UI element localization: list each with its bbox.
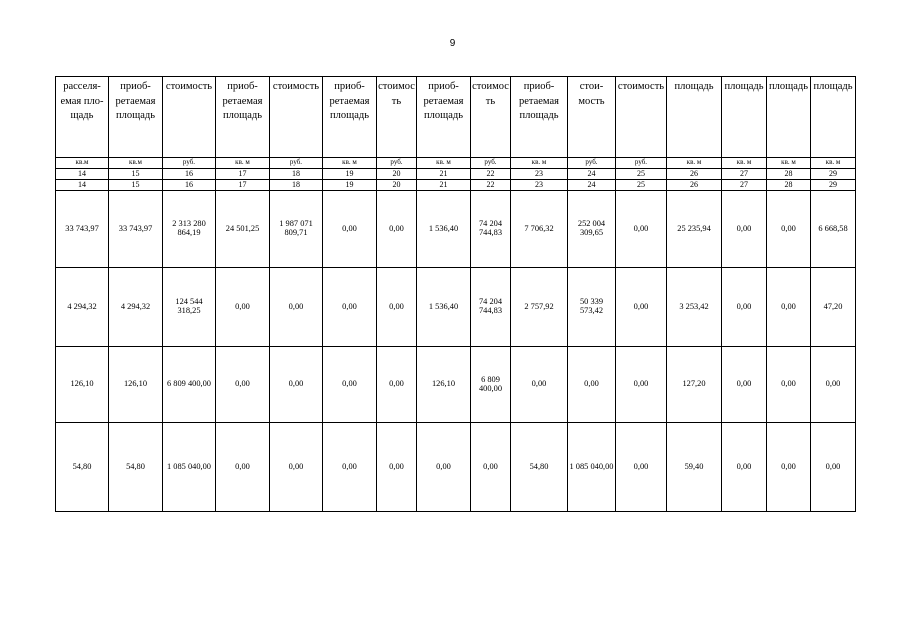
unit-cell: кв. м	[323, 157, 377, 168]
table-cell: 54,80	[109, 423, 163, 512]
column-number-cell: 29	[811, 168, 856, 179]
unit-cell: руб.	[270, 157, 323, 168]
table-cell: 1 987 071 809,71	[270, 190, 323, 268]
column-number-cell: 20	[377, 179, 417, 190]
table-cell: 126,10	[56, 346, 109, 423]
table-cell: 0,00	[270, 423, 323, 512]
table-cell: 1 085 040,00	[568, 423, 616, 512]
table-cell: 24 501,25	[216, 190, 270, 268]
table-cell: 0,00	[417, 423, 471, 512]
table-cell: 4 294,32	[109, 268, 163, 347]
data-table	[55, 76, 856, 512]
table-cell: 0,00	[616, 423, 667, 512]
column-number-cell: 14	[56, 168, 109, 179]
table-cell: 127,20	[667, 346, 722, 423]
column-number-cell: 23	[511, 179, 568, 190]
table-cell: 0,00	[270, 268, 323, 347]
header-cell: приобретаемая площадь	[511, 77, 568, 158]
column-number-cell: 18	[270, 168, 323, 179]
header-cell: стоимость	[568, 77, 616, 158]
table-cell: 0,00	[616, 268, 667, 347]
table-cell: 126,10	[109, 346, 163, 423]
column-number-cell: 22	[471, 168, 511, 179]
table-row	[56, 268, 856, 347]
table-cell: 0,00	[323, 190, 377, 268]
unit-cell: кв. м	[511, 157, 568, 168]
table-cell: 0,00	[377, 346, 417, 423]
table-cell: 50 339 573,42	[568, 268, 616, 347]
table-cell: 0,00	[767, 190, 811, 268]
column-number-cell: 19	[323, 179, 377, 190]
column-number-cell: 16	[163, 168, 216, 179]
table-cell: 54,80	[511, 423, 568, 512]
table-cell: 1 536,40	[417, 268, 471, 347]
table-cell: 0,00	[511, 346, 568, 423]
table-cell: 0,00	[767, 423, 811, 512]
header-row	[56, 77, 856, 158]
table-cell: 124 544 318,25	[163, 268, 216, 347]
header-cell: стоимос ть	[377, 77, 417, 158]
table-cell: 0,00	[323, 423, 377, 512]
table-cell: 0,00	[722, 268, 767, 347]
column-number-cell: 15	[109, 179, 163, 190]
table-cell: 0,00	[722, 346, 767, 423]
column-number-cell: 25	[616, 168, 667, 179]
header-cell: стоимость	[163, 77, 216, 158]
table-row	[56, 346, 856, 423]
table-cell: 1 536,40	[417, 190, 471, 268]
table-cell: 1 085 040,00	[163, 423, 216, 512]
column-number-cell: 27	[722, 168, 767, 179]
table-cell: 0,00	[216, 346, 270, 423]
table-cell: 0,00	[616, 190, 667, 268]
unit-cell: кв. м	[811, 157, 856, 168]
table-cell: 0,00	[323, 268, 377, 347]
column-number-cell: 21	[417, 179, 471, 190]
table-cell: 3 253,42	[667, 268, 722, 347]
column-number-cell: 18	[270, 179, 323, 190]
table-cell: 2 313 280 864,19	[163, 190, 216, 268]
column-number-cell: 21	[417, 168, 471, 179]
header-cell: приобретаемая площадь	[109, 77, 163, 158]
header-cell: расселяемая площадь	[56, 77, 109, 158]
table-cell: 0,00	[722, 423, 767, 512]
unit-cell: руб.	[377, 157, 417, 168]
table-cell: 2 757,92	[511, 268, 568, 347]
unit-cell: кв. м	[216, 157, 270, 168]
table-cell: 0,00	[377, 190, 417, 268]
table-cell: 47,20	[811, 268, 856, 347]
table-cell: 0,00	[767, 268, 811, 347]
table-cell: 252 004 309,65	[568, 190, 616, 268]
column-number-cell: 26	[667, 168, 722, 179]
unit-cell: руб.	[568, 157, 616, 168]
column-number-cell: 24	[568, 179, 616, 190]
column-number-cell: 14	[56, 179, 109, 190]
column-number-cell: 28	[767, 168, 811, 179]
header-cell: площадь	[667, 77, 722, 158]
unit-cell: руб.	[471, 157, 511, 168]
column-number-cell: 28	[767, 179, 811, 190]
header-cell: площадь	[767, 77, 811, 158]
column-number-cell: 17	[216, 179, 270, 190]
unit-cell: кв. м	[667, 157, 722, 168]
header-cell: стоимос ть	[471, 77, 511, 158]
table-cell: 0,00	[216, 268, 270, 347]
header-cell: стоимость	[616, 77, 667, 158]
unit-cell: кв. м	[722, 157, 767, 168]
table-cell: 74 204 744,83	[471, 190, 511, 268]
column-number-cell: 15	[109, 168, 163, 179]
header-cell: приобретаемая площадь	[417, 77, 471, 158]
table-cell: 33 743,97	[56, 190, 109, 268]
table-cell: 0,00	[216, 423, 270, 512]
table-cell: 33 743,97	[109, 190, 163, 268]
column-number-cell: 29	[811, 179, 856, 190]
header-cell: стоимость	[270, 77, 323, 158]
header-cell: площадь	[811, 77, 856, 158]
table-cell: 7 706,32	[511, 190, 568, 268]
units-row	[56, 157, 856, 168]
table-cell: 0,00	[767, 346, 811, 423]
table-cell: 0,00	[377, 423, 417, 512]
column-number-row	[56, 179, 856, 190]
column-number-cell: 22	[471, 179, 511, 190]
unit-cell: кв. м	[767, 157, 811, 168]
table-cell: 0,00	[722, 190, 767, 268]
table-cell: 0,00	[377, 268, 417, 347]
table-cell: 0,00	[568, 346, 616, 423]
table-cell: 59,40	[667, 423, 722, 512]
column-number-cell: 19	[323, 168, 377, 179]
header-cell: приобретаемая площадь	[323, 77, 377, 158]
table-cell: 25 235,94	[667, 190, 722, 268]
table-cell: 54,80	[56, 423, 109, 512]
column-number-cell: 23	[511, 168, 568, 179]
header-cell: площадь	[722, 77, 767, 158]
table-cell: 0,00	[811, 346, 856, 423]
table-cell: 4 294,32	[56, 268, 109, 347]
unit-cell: кв. м	[417, 157, 471, 168]
table-row	[56, 423, 856, 512]
column-number-cell: 25	[616, 179, 667, 190]
table-cell: 6 809 400,00	[163, 346, 216, 423]
column-number-cell: 24	[568, 168, 616, 179]
column-number-cell: 16	[163, 179, 216, 190]
column-number-row	[56, 168, 856, 179]
header-cell: приобретаемая площадь	[216, 77, 270, 158]
column-number-cell: 26	[667, 179, 722, 190]
table-cell: 126,10	[417, 346, 471, 423]
table-cell: 0,00	[811, 423, 856, 512]
table-cell: 0,00	[471, 423, 511, 512]
table-cell: 0,00	[270, 346, 323, 423]
table-cell: 74 204 744,83	[471, 268, 511, 347]
unit-cell: кв.м	[56, 157, 109, 168]
unit-cell: кв.м	[109, 157, 163, 168]
table-cell: 6 668,58	[811, 190, 856, 268]
page-number: 9	[449, 38, 456, 49]
column-number-cell: 17	[216, 168, 270, 179]
table-cell: 6 809 400,00	[471, 346, 511, 423]
table-cell: 0,00	[616, 346, 667, 423]
unit-cell: руб.	[616, 157, 667, 168]
column-number-cell: 20	[377, 168, 417, 179]
table-cell: 0,00	[323, 346, 377, 423]
column-number-cell: 27	[722, 179, 767, 190]
unit-cell: руб.	[163, 157, 216, 168]
table-row	[56, 190, 856, 268]
